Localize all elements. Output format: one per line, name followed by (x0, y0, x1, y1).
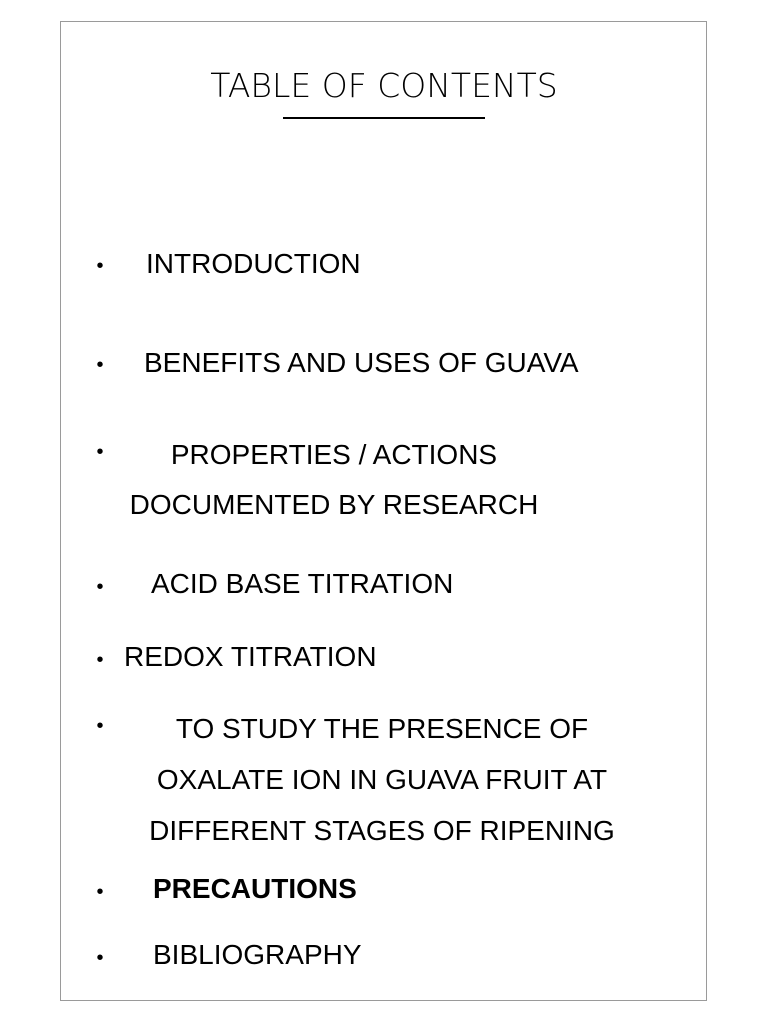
toc-entry-introduction: INTRODUCTION (146, 248, 361, 279)
bullet-icon: • (96, 354, 104, 376)
toc-entry-acid-base: ACID BASE TITRATION (151, 568, 454, 599)
toc-entry-properties: PROPERTIES / ACTIONS DOCUMENTED BY RESEARCH (129, 439, 539, 520)
title-underline (283, 117, 485, 119)
bullet-icon: • (96, 576, 104, 598)
bullet-icon: • (96, 881, 104, 903)
toc-entry-bibliography: BIBLIOGRAPHY (153, 939, 362, 970)
toc-entry-redox: REDOX TITRATION (124, 641, 377, 672)
bullet-icon: • (96, 715, 104, 737)
bullet-icon: • (96, 441, 104, 463)
bullet-icon: • (96, 255, 104, 277)
toc-entry-precautions: PRECAUTIONS (153, 873, 357, 904)
bullet-icon: • (96, 649, 104, 671)
toc-entry-oxalate-study: TO STUDY THE PRESENCE OF OXALATE ION IN GUAVA FRUIT AT DIFFERENT STAGES OF RIPENING (149, 713, 615, 846)
toc-entry-benefits: BENEFITS AND USES OF GUAVA (144, 347, 579, 378)
page-title: TABLE OF CONTENTS (210, 66, 558, 105)
bullet-icon: • (96, 947, 104, 969)
